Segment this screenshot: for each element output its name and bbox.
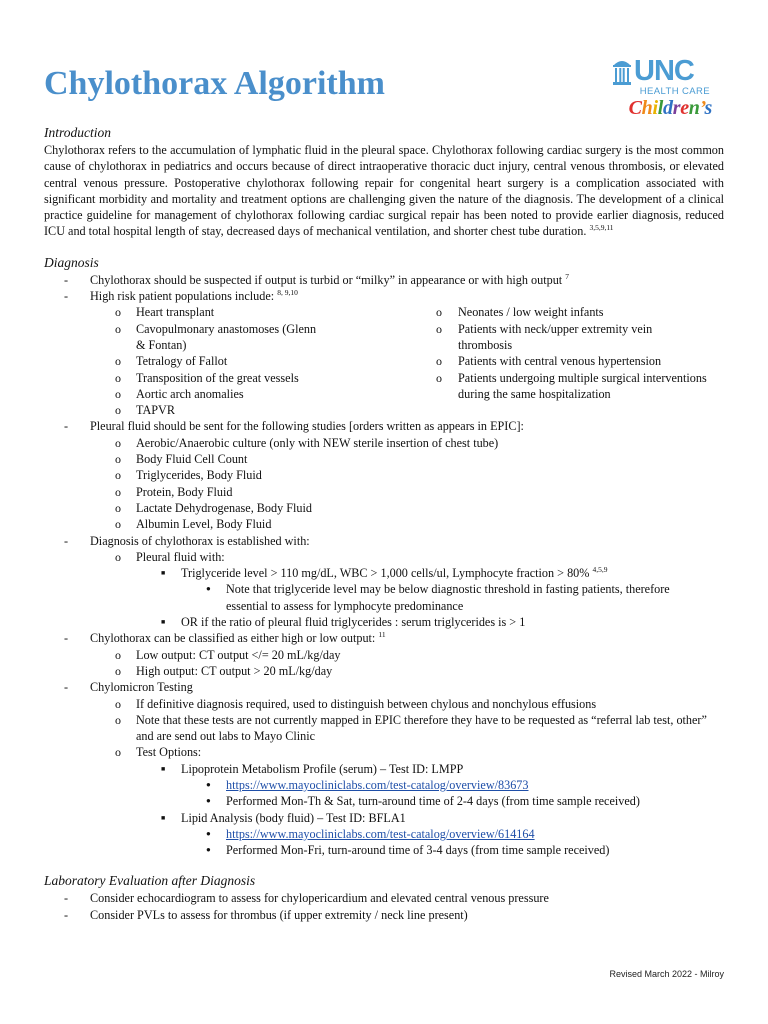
test1-list (44, 761, 724, 777)
list-item: o Low output: CT output </= 20 mL/kg/day (44, 647, 724, 663)
established-list (44, 533, 724, 549)
list-item: ● Performed Mon-Th & Sat, turn-around time of 2-4 days (from time sample received) (44, 793, 724, 809)
criteria-list-1 (44, 565, 724, 581)
list-item: ■ Lipoprotein Metabolism Profile (serum) – Test ID: LMPP (44, 761, 724, 777)
criteria-list-2 (44, 614, 724, 630)
lab-eval-heading: Laboratory Evaluation after Diagnosis (44, 873, 256, 889)
list-item: o Pleural fluid with: (44, 549, 724, 565)
list-item: ● Note that triglyceride level may be below diagnostic threshold in fasting patients, therefore essential to assess for lymphocyte predominance (44, 581, 724, 614)
pleural-fluid-list (44, 418, 724, 434)
chylomicron-list (44, 679, 724, 695)
list-item: o High output: CT output > 20 mL/kg/day (44, 663, 724, 679)
list-item: o Test Options: (44, 744, 724, 760)
high-risk-list-a (44, 304, 434, 418)
diagnosis-heading: Diagnosis (44, 254, 99, 270)
old-well-icon (612, 56, 632, 86)
test1-detail-list (44, 777, 724, 810)
established-sub-list (44, 549, 724, 565)
logo-top-row (612, 52, 712, 86)
list-item: o Body Fluid Cell Count (44, 451, 724, 467)
list-item: o Neonates / low weight infants (434, 304, 724, 320)
criteria-note-list (44, 581, 724, 614)
bfla1-link[interactable]: https://www.mayocliniclabs.com/test-catalog/overview/614164 (226, 826, 535, 841)
list-item: o Tetralogy of Fallot (44, 353, 434, 369)
lmpp-link[interactable]: https://www.mayocliniclabs.com/test-catalog/overview/83673 (226, 777, 529, 792)
intro-paragraph: Chylothorax refers to the accumulation of lymphatic fluid in the pleural space. Chylothorax following cardiac surgery is the most common cause of chylothorax in pediatrics and occurs because of direct intraoperative thoracic duct injury, central venous thrombosis, or elevated central venous pressure. Postoperative chylothorax following repair for congenital heart surgery is a complication associated with significant morbidity and mortality and treatment options are challenging given the nature of the diagnosis. The development of a clinical practice guideline for management of chylothorax following cardiac surgical repair has been noted to provide earlier diagnosis, reduced ICU and total hospital length of stay, decreased days of mechanical ventilation, and shorter chest tube duration. $^{3,5,9,11}$ (44, 143, 724, 239)
list-item: - Consider PVLs to assess for thrombus (if upper extremity / neck line present) (44, 907, 724, 923)
list-item: - Consider echocardiogram to assess for chylopericardium and elevated central venous pressure (44, 890, 724, 906)
list-item: o Patients with central venous hypertension (434, 353, 724, 369)
diagnosis-list (44, 272, 724, 305)
intro-ref: 3,5,9,11 (589, 223, 614, 233)
list-item: o Lactate Dehydrogenase, Body Fluid (44, 500, 724, 516)
output-list (44, 647, 724, 680)
list-item: o Transposition of the great vessels (44, 370, 434, 386)
list-item: - Chylothorax should be suspected if output is turbid or “milky” in appearance or with high output $^7$ (44, 272, 724, 288)
list-item: o Albumin Level, Body Fluid (44, 516, 724, 532)
unc-childrens-logo (612, 52, 712, 118)
list-item: - Chylothorax can be classified as either high or low output: $^{11}$ (44, 630, 724, 646)
list-item: o Note that these tests are not currently mapped in EPIC therefore they have to be requested as “referral lab test, other” and are send out labs to Mayo Clinic (44, 712, 724, 745)
list-item: - Diagnosis of chylothorax is established with: (44, 533, 724, 549)
intro-heading: Introduction (44, 125, 111, 140)
list-item: o If definitive diagnosis required, used to distinguish between chylous and nonchylous effusions (44, 696, 724, 712)
revision-footer: Revised March 2022 - Milroy (609, 969, 724, 979)
list-item: - Pleural fluid should be sent for the following studies [orders written as appears in EPIC]: (44, 418, 724, 434)
list-item: o Cavopulmonary anastomoses (Glenn & Fontan) (44, 321, 434, 354)
list-item: o Aortic arch anomalies (44, 386, 434, 402)
logo-childrens-text: Children’s (628, 97, 712, 119)
list-item: ■ OR if the ratio of pleural fluid triglycerides : serum triglycerides is > 1 (44, 614, 724, 630)
list-item: ■ Lipid Analysis (body fluid) – Test ID: BFLA1 (44, 810, 724, 826)
classified-list (44, 630, 724, 646)
list-item: - High risk patient populations include: $^{8, 9,10}$ (44, 288, 724, 304)
high-risk-columns (44, 304, 724, 418)
list-item: - Chylomicron Testing (44, 679, 724, 695)
list-item: ■ Triglyceride level > 110 mg/dL, WBC > 1,000 cells/ul, Lymphocyte fraction > 80% $^{4,5,9}$ (44, 565, 724, 581)
logo-unc-text: UNC (634, 55, 694, 87)
list-item: o Aerobic/Anaerobic culture (only with NEW sterile insertion of chest tube) (44, 435, 724, 451)
list-item: o Patients with neck/upper extremity vein thrombosis (434, 321, 724, 354)
list-item: o Triglycerides, Body Fluid (44, 467, 724, 483)
page-title: Chylothorax Algorithm (44, 65, 385, 102)
document-content (44, 124, 724, 923)
list-item: o TAPVR (44, 402, 434, 418)
test2-detail-list (44, 826, 724, 859)
list-item (44, 826, 724, 842)
list-item: o Heart transplant (44, 304, 434, 320)
logo-health-care-text: HEALTH CARE (639, 86, 710, 97)
list-item: o Patients undergoing multiple surgical interventions during the same hospitalization (434, 370, 724, 403)
pleural-studies-list (44, 435, 724, 533)
test2-list (44, 810, 724, 826)
high-risk-list-b (434, 304, 724, 418)
lab-eval-list (44, 890, 724, 923)
chylomicron-sub-list (44, 696, 724, 761)
list-item: ● Performed Mon-Fri, turn-around time of 3-4 days (from time sample received) (44, 842, 724, 858)
list-item (44, 777, 724, 793)
list-item: o Protein, Body Fluid (44, 484, 724, 500)
